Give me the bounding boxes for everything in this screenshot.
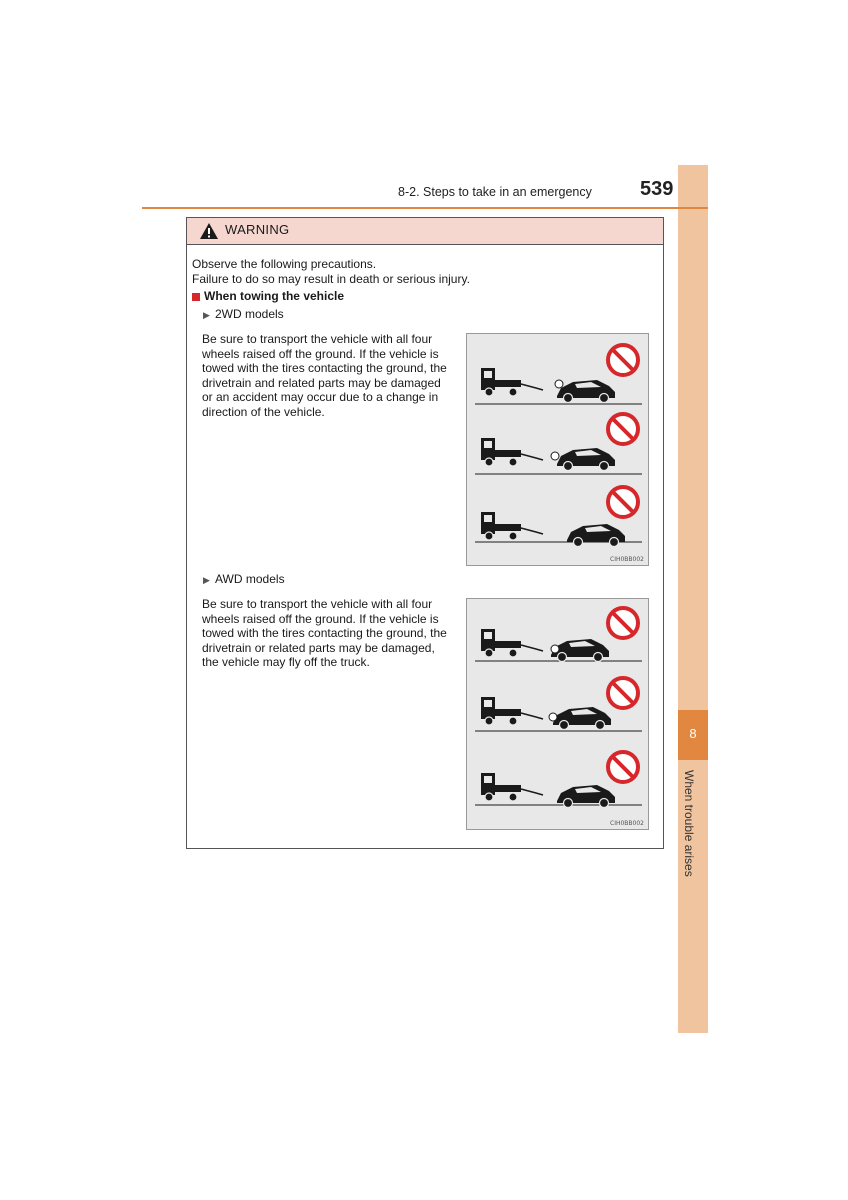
warning-header xyxy=(187,218,663,245)
paragraph-line: Be sure to transport the vehicle with all four xyxy=(202,597,433,611)
car-icon xyxy=(557,380,615,403)
paragraph-line: or an accident may occur due to a change in xyxy=(202,390,439,404)
paragraph-line: the vehicle may fly off the truck. xyxy=(202,655,370,669)
tow-truck-icon xyxy=(481,512,543,540)
illustration-code: CIH0BB002 xyxy=(610,820,644,827)
warning-triangle-icon xyxy=(199,222,219,240)
intro-line-1: Observe the following precautions. xyxy=(192,257,377,271)
wheel-lock-icon xyxy=(551,645,559,653)
tow-truck-icon xyxy=(481,368,543,396)
chapter-title: When trouble arises xyxy=(682,770,696,877)
paragraph-line: towed with the tires contacting the ground, the xyxy=(202,626,447,640)
subheading: When towing the vehicle xyxy=(204,289,345,303)
car-icon xyxy=(551,639,609,662)
chapter-side-tab xyxy=(678,165,708,1033)
chapter-number: 8 xyxy=(678,710,708,760)
paragraph-line: Be sure to transport the vehicle with all four xyxy=(202,332,433,346)
paragraph-line: drivetrain and related parts may be damaged xyxy=(202,375,441,390)
intro-line-2: Failure to do so may result in death or serious injury. xyxy=(192,272,470,286)
model-label-awd: AWD models xyxy=(215,572,285,586)
tow-truck-icon xyxy=(481,697,543,725)
red-square-bullet xyxy=(192,293,200,301)
triangle-bullet-icon: ▶ xyxy=(203,310,210,320)
page-number: 539 xyxy=(640,178,674,200)
towing-illustration-2wd xyxy=(466,333,649,566)
prohibited-icon xyxy=(608,608,638,638)
illustration-code: CIH0BB002 xyxy=(610,556,644,563)
paragraph-awd xyxy=(202,597,450,670)
car-icon xyxy=(557,785,615,808)
car-icon xyxy=(567,524,625,547)
prohibited-icon xyxy=(608,678,638,708)
towing-illustration-awd xyxy=(466,598,649,830)
prohibited-icon xyxy=(608,752,638,782)
triangle-bullet-icon: ▶ xyxy=(203,575,210,585)
paragraph-line: wheels raised off the ground. If the vehicle is xyxy=(202,611,439,626)
tow-truck-icon xyxy=(481,438,543,466)
header-rule xyxy=(142,207,708,209)
paragraph-line: direction of the vehicle. xyxy=(202,404,325,419)
paragraph-line: drivetrain or related parts may be damaged, xyxy=(202,640,435,655)
prohibited-icon xyxy=(608,487,638,517)
paragraph-line: wheels raised off the ground. If the vehicle is xyxy=(202,346,439,361)
wheel-lock-icon xyxy=(555,380,563,388)
paragraph-2wd xyxy=(202,332,450,419)
car-icon xyxy=(553,707,611,730)
warning-box xyxy=(186,217,664,849)
tow-truck-icon xyxy=(481,773,543,801)
towing-diagram xyxy=(467,334,648,565)
car-icon xyxy=(557,448,615,471)
prohibited-icon xyxy=(608,345,638,375)
paragraph-line: towed with the tires contacting the ground, the xyxy=(202,361,447,375)
prohibited-icon xyxy=(608,414,638,444)
wheel-lock-icon xyxy=(551,452,559,460)
towing-diagram xyxy=(467,599,648,829)
model-label-2wd: 2WD models xyxy=(215,307,284,321)
wheel-lock-icon xyxy=(549,713,557,721)
section-title: 8-2. Steps to take in an emergency xyxy=(398,185,592,199)
tow-truck-icon xyxy=(481,629,543,657)
warning-title: WARNING xyxy=(225,222,290,237)
